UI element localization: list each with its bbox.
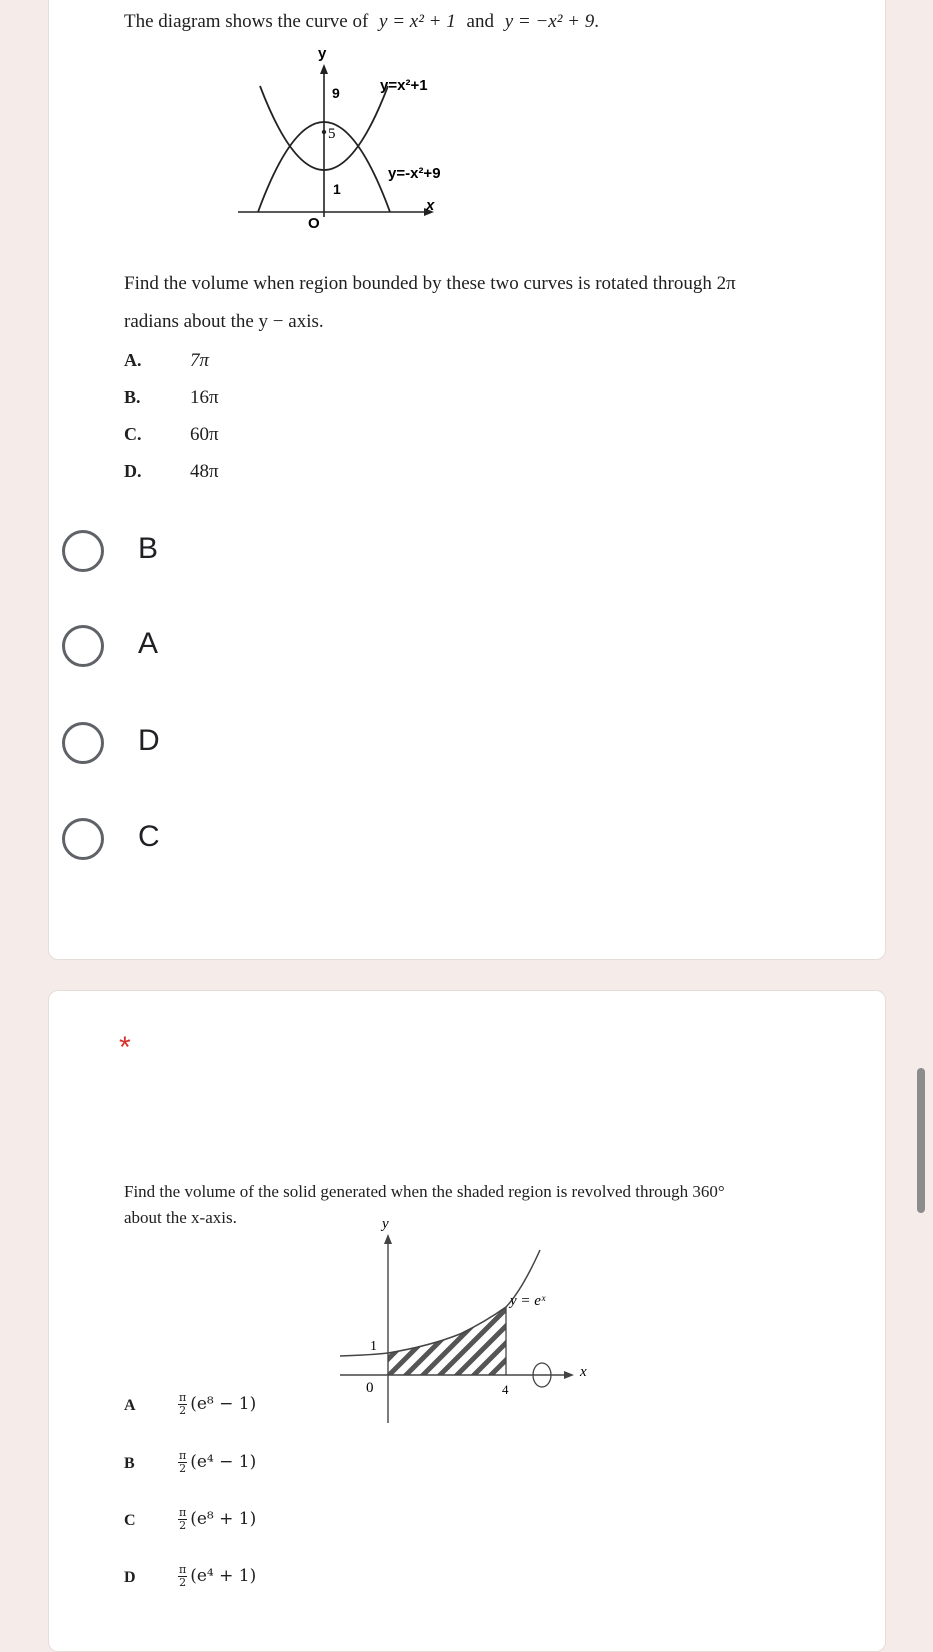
tick-9: 9: [332, 85, 340, 101]
radio-label: C: [138, 820, 160, 853]
radio-choice-d[interactable]: [62, 722, 362, 772]
x-axis-label: x: [426, 197, 435, 214]
question-2-prompt-line-1: Find the volume of the solid generated when the shaded region is revolved through 360°: [124, 1182, 725, 1201]
option-letter-d: D: [124, 1569, 136, 1586]
question-1-prompt-line-2: radians about the y − axis.: [124, 311, 324, 332]
radio-label: A: [138, 627, 159, 660]
equation-1: y = x² + 1: [379, 11, 456, 32]
option-letter-c: C.: [124, 424, 142, 444]
radio-circle-icon[interactable]: [62, 722, 104, 764]
origin-label: O: [308, 215, 320, 232]
option-value-d: 48π: [190, 461, 219, 482]
equation-2: y = −x² + 9: [504, 11, 595, 32]
radio-circle-icon[interactable]: [62, 818, 104, 860]
y-axis-label: y: [382, 1216, 389, 1232]
option-letter-d: D.: [124, 461, 142, 481]
question-2-prompt-line-2: about the x-axis.: [124, 1208, 237, 1227]
option-expr-b: $\frac{\pi}{2}$ (e⁴ − 1): [179, 1449, 257, 1475]
question-1-prompt-line-1: Find the volume when region bounded by these two curves is rotated through 2π: [124, 273, 736, 294]
y-axis-label: y: [318, 45, 327, 62]
curve-label: y = eˣ: [510, 1293, 546, 1309]
exponential-diagram: [330, 1210, 610, 1430]
option-letter-a: A.: [124, 350, 142, 370]
parabola-diagram: [238, 42, 498, 242]
radio-choice-b[interactable]: [62, 530, 362, 580]
option-letter-a: A: [124, 1397, 136, 1414]
radio-choice-c[interactable]: [62, 818, 362, 868]
curve-2-label: y=-x²+9: [388, 165, 441, 182]
required-marker: *: [119, 1031, 131, 1064]
option-letter-b: B.: [124, 387, 141, 407]
option-expr-a: $\frac{\pi}{2}$ (e⁸ − 1): [179, 1391, 257, 1417]
question-1-intro: The diagram shows the curve of y = x² + 1 and y = −x² + 9.: [124, 11, 599, 32]
x-axis-label: x: [580, 1364, 587, 1380]
tick-4: 4: [502, 1382, 509, 1397]
option-value-c: 60π: [190, 424, 219, 445]
option-value-b: 16π: [190, 387, 219, 408]
scrollbar[interactable]: [917, 1068, 925, 1213]
radio-circle-icon[interactable]: [62, 625, 104, 667]
origin-label: 0: [366, 1380, 374, 1396]
option-value-a: 7π: [190, 350, 210, 371]
tick-5: 5: [328, 126, 336, 142]
option-letter-c: C: [124, 1512, 136, 1529]
option-expr-c: $\frac{\pi}{2}$ (e⁸ + 1): [179, 1506, 257, 1532]
radio-label: B: [138, 532, 159, 565]
tick-1: 1: [333, 181, 341, 197]
radio-label: D: [138, 724, 160, 757]
option-letter-b: B: [124, 1455, 135, 1472]
curve-1-label: y=x²+1: [380, 77, 428, 94]
tick-1: 1: [370, 1339, 377, 1354]
radio-choice-a[interactable]: [62, 625, 362, 675]
option-expr-d: $\frac{\pi}{2}$ (e⁴ + 1): [179, 1563, 257, 1589]
radio-circle-icon[interactable]: [62, 530, 104, 572]
